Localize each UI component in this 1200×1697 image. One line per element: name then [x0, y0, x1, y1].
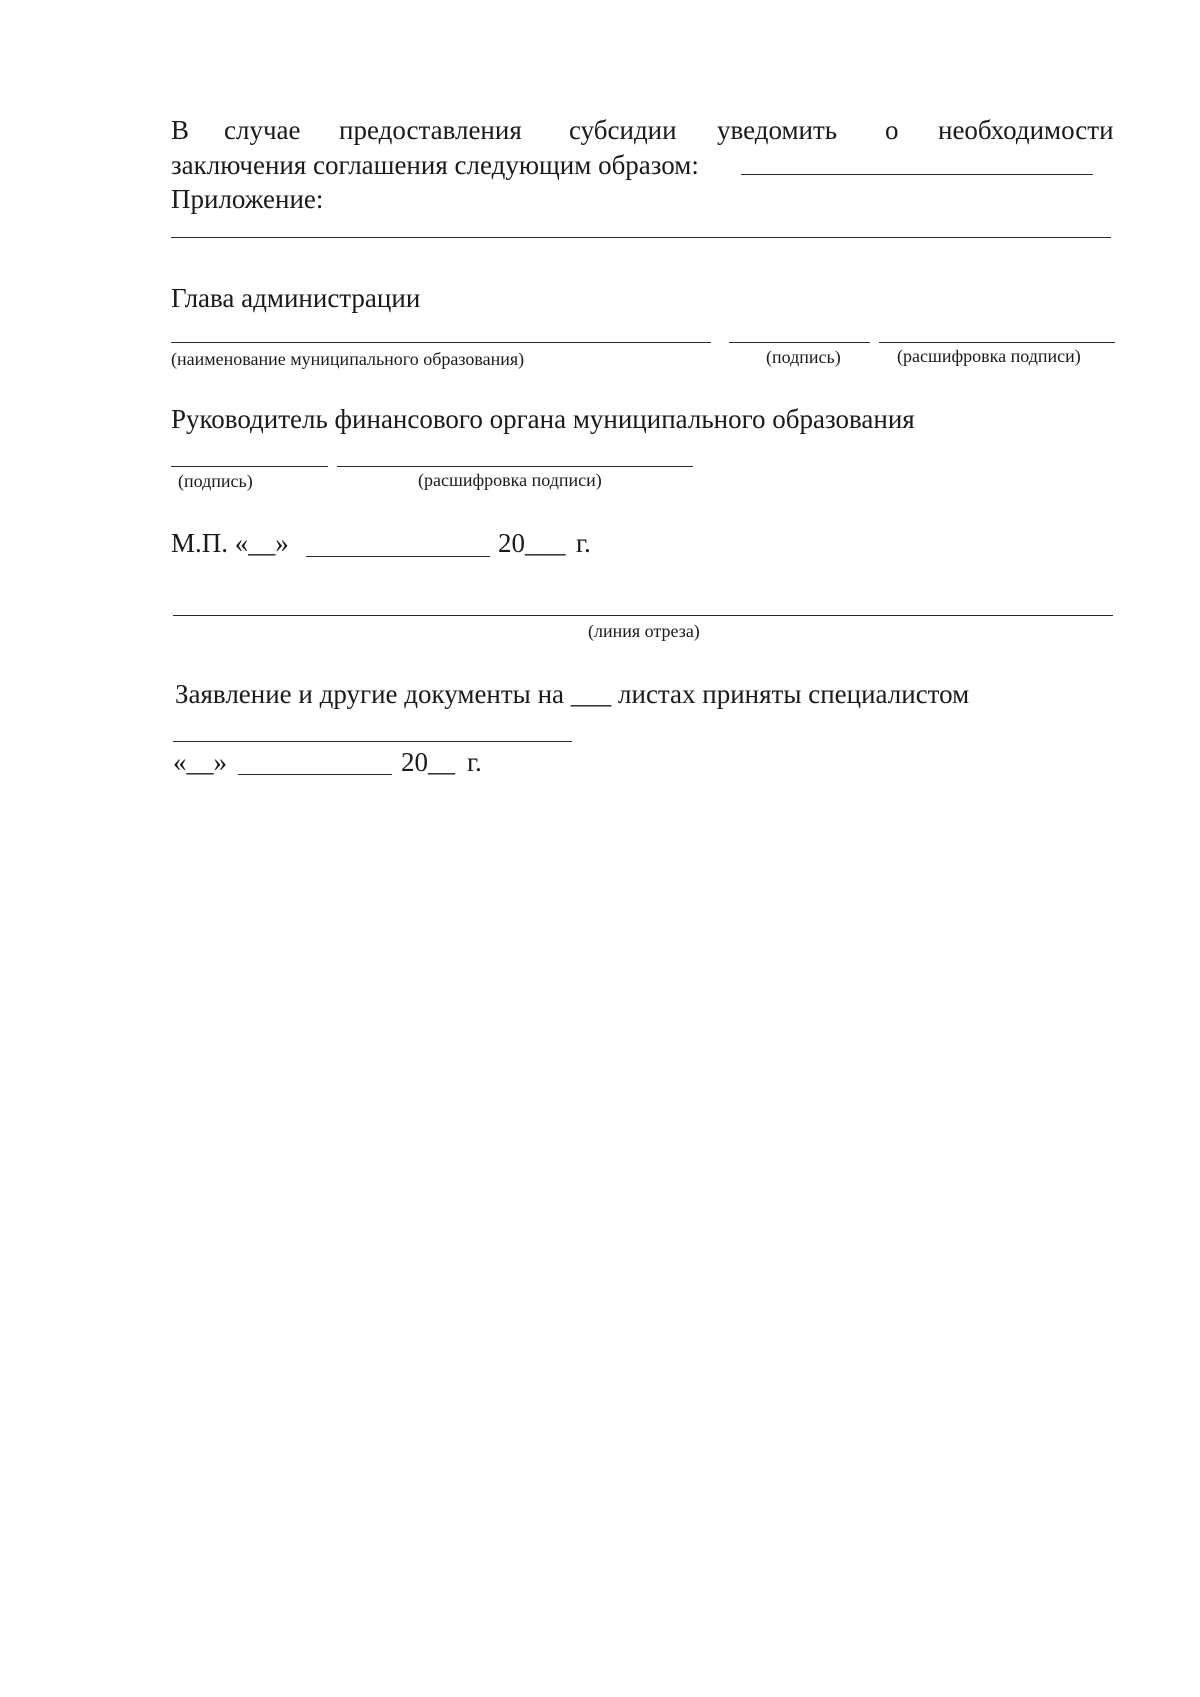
year-prefix: 20 [498, 528, 525, 558]
finance-head-title: Руководитель финансового органа муниципального образования [171, 404, 915, 434]
head-admin-title: Глава администрации [171, 283, 421, 313]
caption-signature: (подпись) [766, 347, 841, 367]
notice-word: необходимости [938, 115, 1114, 145]
cut-line-caption: (линия отреза) [588, 621, 700, 641]
caption-decoding: (расшифровка подписи) [897, 346, 1081, 366]
notice-method-blank[interactable] [741, 174, 1093, 175]
mp-day-blank[interactable]: __ [248, 528, 276, 558]
finance-signature-blank[interactable] [171, 466, 328, 467]
notice-word: уведомить [717, 115, 838, 145]
receipt-date-day [173, 749, 227, 776]
receipt-year-blank[interactable]: __ [428, 747, 455, 777]
year-blank[interactable]: ___ [525, 528, 566, 558]
year-suffix: г. [576, 528, 591, 558]
notice-line-2: заключения соглашения следующим образом: [171, 150, 699, 180]
caption-municipality: (наименование муниципального образования) [171, 349, 525, 369]
notice-word: предоставления [339, 115, 522, 145]
notice-word: В [171, 115, 190, 145]
notice-word: случае [224, 115, 301, 145]
attachment-blank[interactable] [171, 237, 1111, 238]
stamp-month-blank[interactable] [306, 556, 490, 557]
finance-decoding-blank[interactable] [337, 466, 693, 467]
stamp-date-line [171, 530, 289, 557]
attachment-label: Приложение: [171, 184, 324, 214]
sheets-blank[interactable]: ___ [570, 679, 612, 709]
head-decoding-blank[interactable] [879, 342, 1115, 343]
receipt-text-before: Заявление и другие документы на [175, 679, 565, 709]
receipt-year-prefix: 20 [401, 747, 428, 777]
date-open: « [173, 747, 187, 777]
stamp-year [498, 530, 566, 557]
caption-decoding: (расшифровка подписи) [418, 470, 602, 490]
receipt-text-after: листах приняты специалистом [618, 679, 970, 709]
date-close: » [213, 747, 227, 777]
receipt-year-suffix: г. [467, 747, 482, 777]
receipt-year [401, 749, 455, 776]
date-day-blank[interactable]: __ [186, 747, 214, 777]
caption-signature: (подпись) [178, 471, 253, 491]
mp-prefix: М.П. « [171, 528, 249, 558]
receipt-line [175, 681, 969, 708]
mp-close: » [275, 528, 289, 558]
municipality-blank[interactable] [171, 342, 711, 343]
notice-word: о [885, 115, 899, 145]
receipt-month-blank[interactable] [238, 774, 392, 775]
head-signature-blank[interactable] [729, 342, 870, 343]
specialist-blank[interactable] [173, 741, 572, 742]
cut-line [173, 615, 1113, 616]
notice-word: субсидии [569, 115, 677, 145]
